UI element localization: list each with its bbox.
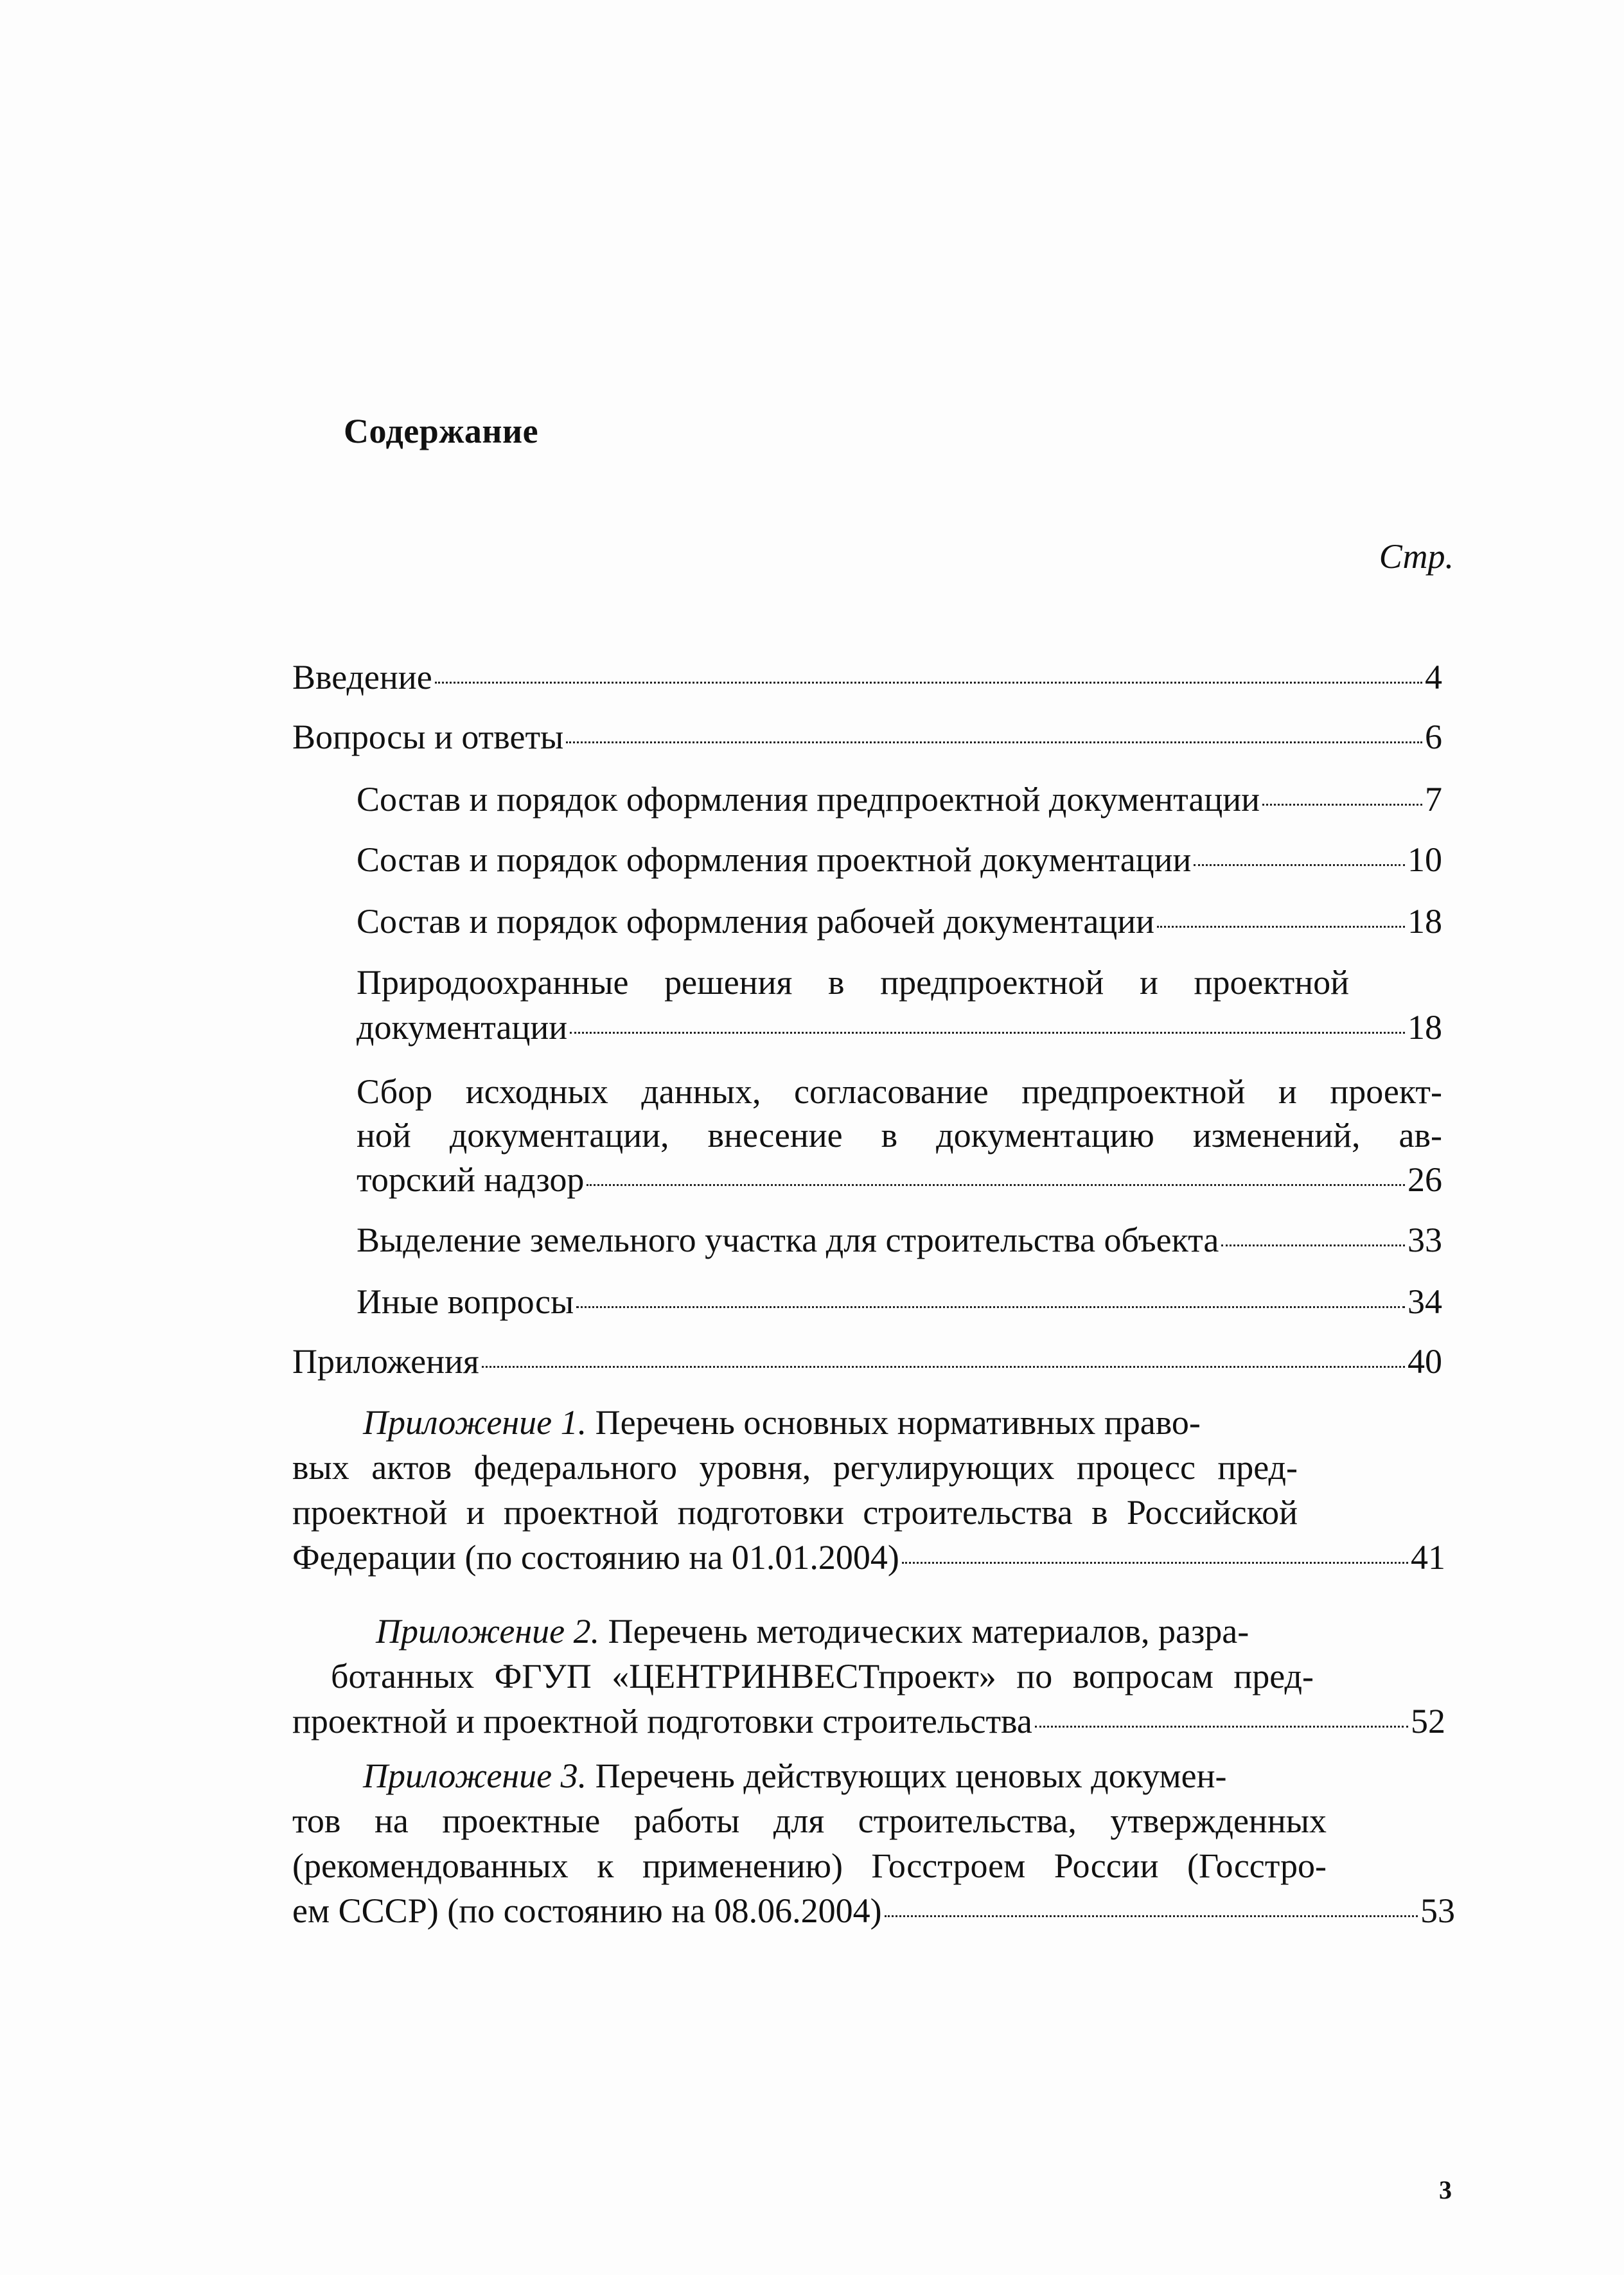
leader-dots <box>1221 1244 1405 1246</box>
toc-entry-last-line <box>292 1536 1445 1579</box>
leader-dots <box>1194 864 1405 866</box>
leader-dots <box>435 682 1422 684</box>
toc-entry-title-line: проектной и проектной подготовки строительства <box>292 1702 1032 1740</box>
toc-entry-title-line: Федерации (по состоянию на 01.01.2004) <box>292 1538 899 1577</box>
page-title: Содержание <box>344 412 539 450</box>
toc-entry-title: Выделение земельного участка для строительства объекта <box>357 1221 1219 1259</box>
appendix-label: Приложение 3. <box>363 1757 587 1795</box>
page-column-label: Стр. <box>1379 537 1454 576</box>
toc-entry-introduction[interactable] <box>292 655 1442 699</box>
toc-entry-title-line: Сбор исходных данных, согласование предпроектной и проект- <box>357 1072 1442 1111</box>
toc-entry-title: Вопросы и ответы <box>292 718 564 756</box>
leader-dots <box>482 1366 1405 1368</box>
toc-entry-preproject-docs[interactable] <box>357 777 1442 821</box>
toc-entry-page: 41 <box>1411 1538 1445 1577</box>
leader-dots <box>1262 804 1422 806</box>
toc-entry-title-line <box>376 1609 1339 1653</box>
toc-entry-last-line <box>357 1158 1442 1201</box>
toc-entry-land-plot[interactable] <box>357 1218 1442 1262</box>
toc-entry-title-line <box>363 1754 1327 1798</box>
toc-entry-page: 26 <box>1408 1160 1442 1199</box>
toc-entry-title-line: тов на проектные работы для строительства, утвержденных <box>292 1801 1327 1840</box>
leader-dots <box>587 1184 1405 1186</box>
toc-entry-page: 18 <box>1408 1008 1442 1047</box>
toc-entry-title: Приложения <box>292 1342 479 1381</box>
toc-entry-title: Иные вопросы <box>357 1282 574 1321</box>
toc-entry-title-line: проектной и проектной подготовки строительства в Российской <box>292 1493 1298 1532</box>
leader-dots <box>885 1915 1418 1917</box>
toc-entry-page: 34 <box>1408 1282 1442 1321</box>
leader-dots <box>566 741 1422 743</box>
toc-entry-title-line: ной документации, внесение в документацию изменений, ав- <box>357 1116 1442 1155</box>
toc-entry-title-line: вых актов федерального уровня, регулирующих процесс пред- <box>292 1448 1298 1487</box>
toc-entry-title-text: Перечень методических материалов, разра- <box>599 1612 1249 1651</box>
toc-entry-page: 33 <box>1408 1221 1442 1259</box>
toc-entry-title: Состав и порядок оформления предпроектной документации <box>357 780 1260 819</box>
toc-entry-last-line <box>292 1889 1455 1933</box>
toc-entry-title-text: Перечень основных нормативных право- <box>587 1403 1201 1442</box>
toc-entry-last-line <box>292 1699 1445 1743</box>
toc-entry-appendices[interactable] <box>292 1340 1442 1383</box>
toc-entry-title-line: документации <box>357 1008 568 1047</box>
toc-entry-project-docs[interactable] <box>357 838 1442 881</box>
toc-entry-title: Состав и порядок оформления рабочей документации <box>357 902 1155 941</box>
toc-entry-title: Введение <box>292 658 432 696</box>
toc-entry-last-line <box>357 1005 1442 1049</box>
leader-dots <box>576 1306 1405 1308</box>
toc-entry-page: 52 <box>1411 1702 1445 1740</box>
toc-entry-title-text: Перечень действующих ценовых докумен- <box>587 1757 1227 1795</box>
toc-entry-questions-answers[interactable] <box>292 715 1442 759</box>
toc-entry-working-docs[interactable] <box>357 899 1442 943</box>
toc-entry-title-line: ботанных ФГУП «ЦЕНТРИНВЕСТпроект» по вопросам пред- <box>331 1657 1314 1695</box>
toc-entry-page: 18 <box>1408 902 1442 941</box>
page-number: 3 <box>1439 2175 1452 2204</box>
appendix-label: Приложение 2. <box>376 1612 600 1651</box>
toc-entry-title-line <box>363 1401 1298 1444</box>
toc-entry-title-line: Природоохранные решения в предпроектной и проектной <box>357 963 1349 1002</box>
toc-entry-page: 7 <box>1425 780 1442 819</box>
toc-entry-page: 10 <box>1408 840 1442 879</box>
appendix-label: Приложение 1. <box>363 1403 587 1442</box>
toc-entry-page: 6 <box>1425 718 1442 756</box>
toc-entry-title: Состав и порядок оформления проектной документации <box>357 840 1192 879</box>
toc-entry-page: 4 <box>1425 658 1442 696</box>
toc-entry-title-line: (рекомендованных к применению) Госстроем России (Госстро- <box>292 1846 1327 1885</box>
toc-entry-other-questions[interactable] <box>357 1280 1442 1323</box>
leader-dots <box>570 1032 1405 1034</box>
toc-entry-title-line: торский надзор <box>357 1160 585 1199</box>
toc-entry-page: 53 <box>1420 1891 1455 1930</box>
toc-entry-title-line: ем СССР) (по состоянию на 08.06.2004) <box>292 1891 882 1930</box>
leader-dots <box>1035 1726 1408 1728</box>
leader-dots <box>902 1562 1408 1564</box>
toc-entry-page: 40 <box>1408 1342 1442 1381</box>
leader-dots <box>1157 926 1405 928</box>
